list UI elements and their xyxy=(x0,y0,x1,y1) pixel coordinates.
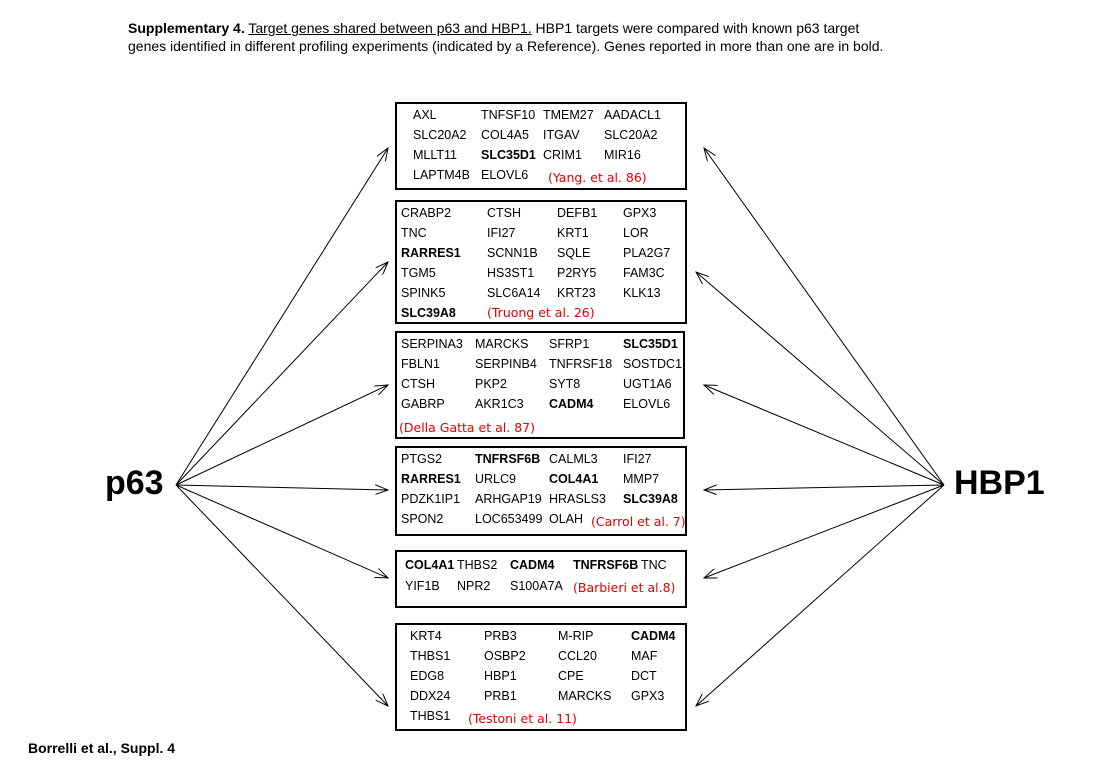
gene-name: THBS2 xyxy=(457,558,498,572)
gene-name: MAF xyxy=(631,649,658,663)
arrow-hbp1-to-box-2 xyxy=(696,272,944,485)
gene-name: SCNN1B xyxy=(487,246,538,260)
gene-name: SLC39A8 xyxy=(623,492,678,506)
gene-name: KRT4 xyxy=(410,629,442,643)
gene-name: TNFRSF6B xyxy=(475,452,541,466)
gene-name: PRB3 xyxy=(484,629,517,643)
arrow-hbp1-to-box-1 xyxy=(704,148,944,485)
gene-name: LOR xyxy=(623,226,649,240)
gene-name: PTGS2 xyxy=(401,452,442,466)
gene-name: FAM3C xyxy=(623,266,665,280)
p63-node-label: p63 xyxy=(105,464,164,502)
arrow-p63-to-box-2 xyxy=(176,262,388,485)
gene-name: OLAH xyxy=(549,512,584,526)
gene-name: PKP2 xyxy=(475,377,507,391)
gene-name: MARCKS xyxy=(558,689,612,703)
reference-label: (Della Gatta et al. 87) xyxy=(399,420,535,435)
gene-name: MMP7 xyxy=(623,472,660,486)
gene-name: GABRP xyxy=(401,397,445,411)
gene-name: ELOVL6 xyxy=(623,397,671,411)
arrow-hbp1-to-box-6 xyxy=(696,485,944,706)
gene-name: IFI27 xyxy=(487,226,516,240)
gene-name: RARRES1 xyxy=(401,246,461,260)
footer-citation: Borrelli et al., Suppl. 4 xyxy=(28,740,176,756)
gene-name: TNFSF10 xyxy=(481,108,536,122)
gene-name: SLC39A8 xyxy=(401,306,456,320)
gene-name: AXL xyxy=(413,108,437,122)
gene-name: YIF1B xyxy=(405,579,440,593)
gene-name: SPON2 xyxy=(401,512,444,526)
gene-name: TNC xyxy=(401,226,427,240)
gene-name: MIR16 xyxy=(604,148,641,162)
gene-name: CTSH xyxy=(487,206,522,220)
gene-name: M-RIP xyxy=(558,629,594,643)
gene-name: TNFRSF18 xyxy=(549,357,613,371)
hbp1-node-label: HBP1 xyxy=(954,464,1045,502)
caption-title: Target genes shared between p63 and HBP1. xyxy=(248,20,532,36)
gene-name: AADACL1 xyxy=(604,108,661,122)
gene-name: SOSTDC1 xyxy=(623,357,683,371)
gene-name: KRT1 xyxy=(557,226,589,240)
gene-name: ITGAV xyxy=(543,128,580,142)
gene-name: CRABP2 xyxy=(401,206,452,220)
gene-name: COL4A1 xyxy=(549,472,599,486)
gene-name: DEFB1 xyxy=(557,206,598,220)
gene-name: S100A7A xyxy=(510,579,563,593)
gene-name: IFI27 xyxy=(623,452,652,466)
gene-name: THBS1 xyxy=(410,709,451,723)
arrow-hbp1-to-box-4 xyxy=(704,485,944,490)
gene-name: HRASLS3 xyxy=(549,492,606,506)
gene-name: CALML3 xyxy=(549,452,598,466)
gene-name: RARRES1 xyxy=(401,472,461,486)
gene-name: CADM4 xyxy=(510,558,555,572)
gene-name: PLA2G7 xyxy=(623,246,671,260)
gene-name: HBP1 xyxy=(484,669,517,683)
gene-name: ELOVL6 xyxy=(481,168,529,182)
arrow-p63-to-box-4 xyxy=(176,485,388,490)
gene-name: TNFRSF6B xyxy=(573,558,639,572)
caption-line-2: genes identified in different profiling experiments (indicated by a Reference). Genes reported in more than one are in bold. xyxy=(128,38,884,54)
gene-name: KLK13 xyxy=(623,286,661,300)
gene-name: SLC20A2 xyxy=(604,128,658,142)
gene-name: CCL20 xyxy=(558,649,597,663)
gene-name: OSBP2 xyxy=(484,649,526,663)
gene-name: LAPTM4B xyxy=(413,168,470,182)
gene-name: FBLN1 xyxy=(401,357,440,371)
gene-name: LOC653499 xyxy=(475,512,543,526)
reference-label: (Truong et al. 26) xyxy=(487,305,595,320)
reference-label: (Testoni et al. 11) xyxy=(468,711,577,726)
reference-label: (Barbieri et al.8) xyxy=(573,580,676,595)
gene-name: P2RY5 xyxy=(557,266,597,280)
gene-name: SFRP1 xyxy=(549,337,590,351)
gene-name: CTSH xyxy=(401,377,436,391)
gene-name: CPE xyxy=(558,669,584,683)
gene-name: KRT23 xyxy=(557,286,596,300)
gene-name: SPINK5 xyxy=(401,286,446,300)
gene-name: CRIM1 xyxy=(543,148,582,162)
gene-name: HS3ST1 xyxy=(487,266,535,280)
arrow-p63-to-box-5 xyxy=(176,485,388,578)
gene-name: SQLE xyxy=(557,246,591,260)
gene-name: SLC35D1 xyxy=(481,148,536,162)
gene-name: MLLT11 xyxy=(413,148,458,162)
gene-name: ARHGAP19 xyxy=(475,492,542,506)
reference-label: (Carrol et al. 7) xyxy=(591,514,686,529)
gene-name: NPR2 xyxy=(457,579,491,593)
gene-name: SERPINB4 xyxy=(475,357,537,371)
gene-name: TNC xyxy=(641,558,667,572)
gene-name: EDG8 xyxy=(410,669,445,683)
gene-name: TMEM27 xyxy=(543,108,594,122)
gene-name: PRB1 xyxy=(484,689,517,703)
caption-label: Supplementary 4. xyxy=(128,20,245,36)
gene-name: SLC20A2 xyxy=(413,128,467,142)
gene-name: THBS1 xyxy=(410,649,451,663)
gene-name: GPX3 xyxy=(623,206,657,220)
gene-name: COL4A5 xyxy=(481,128,529,142)
arrow-p63-to-box-6 xyxy=(176,485,388,706)
gene-name: SERPINA3 xyxy=(401,337,463,351)
caption-line1-rest: HBP1 targets were compared with known p63 target xyxy=(531,20,860,36)
arrow-hbp1-to-box-5 xyxy=(704,485,944,578)
gene-name: AKR1C3 xyxy=(475,397,524,411)
gene-name: CADM4 xyxy=(631,629,676,643)
gene-name: MARCKS xyxy=(475,337,529,351)
gene-name: CADM4 xyxy=(549,397,594,411)
gene-name: UGT1A6 xyxy=(623,377,672,391)
gene-name: SLC35D1 xyxy=(623,337,678,351)
gene-name: PDZK1IP1 xyxy=(401,492,461,506)
reference-label: (Yang. et al. 86) xyxy=(548,170,647,185)
gene-name: GPX3 xyxy=(631,689,665,703)
gene-name: COL4A1 xyxy=(405,558,455,572)
gene-name: DCT xyxy=(631,669,657,683)
gene-name: URLC9 xyxy=(475,472,516,486)
gene-name: DDX24 xyxy=(410,689,451,703)
gene-name: SLC6A14 xyxy=(487,286,541,300)
gene-name: SYT8 xyxy=(549,377,581,391)
gene-name: TGM5 xyxy=(401,266,436,280)
